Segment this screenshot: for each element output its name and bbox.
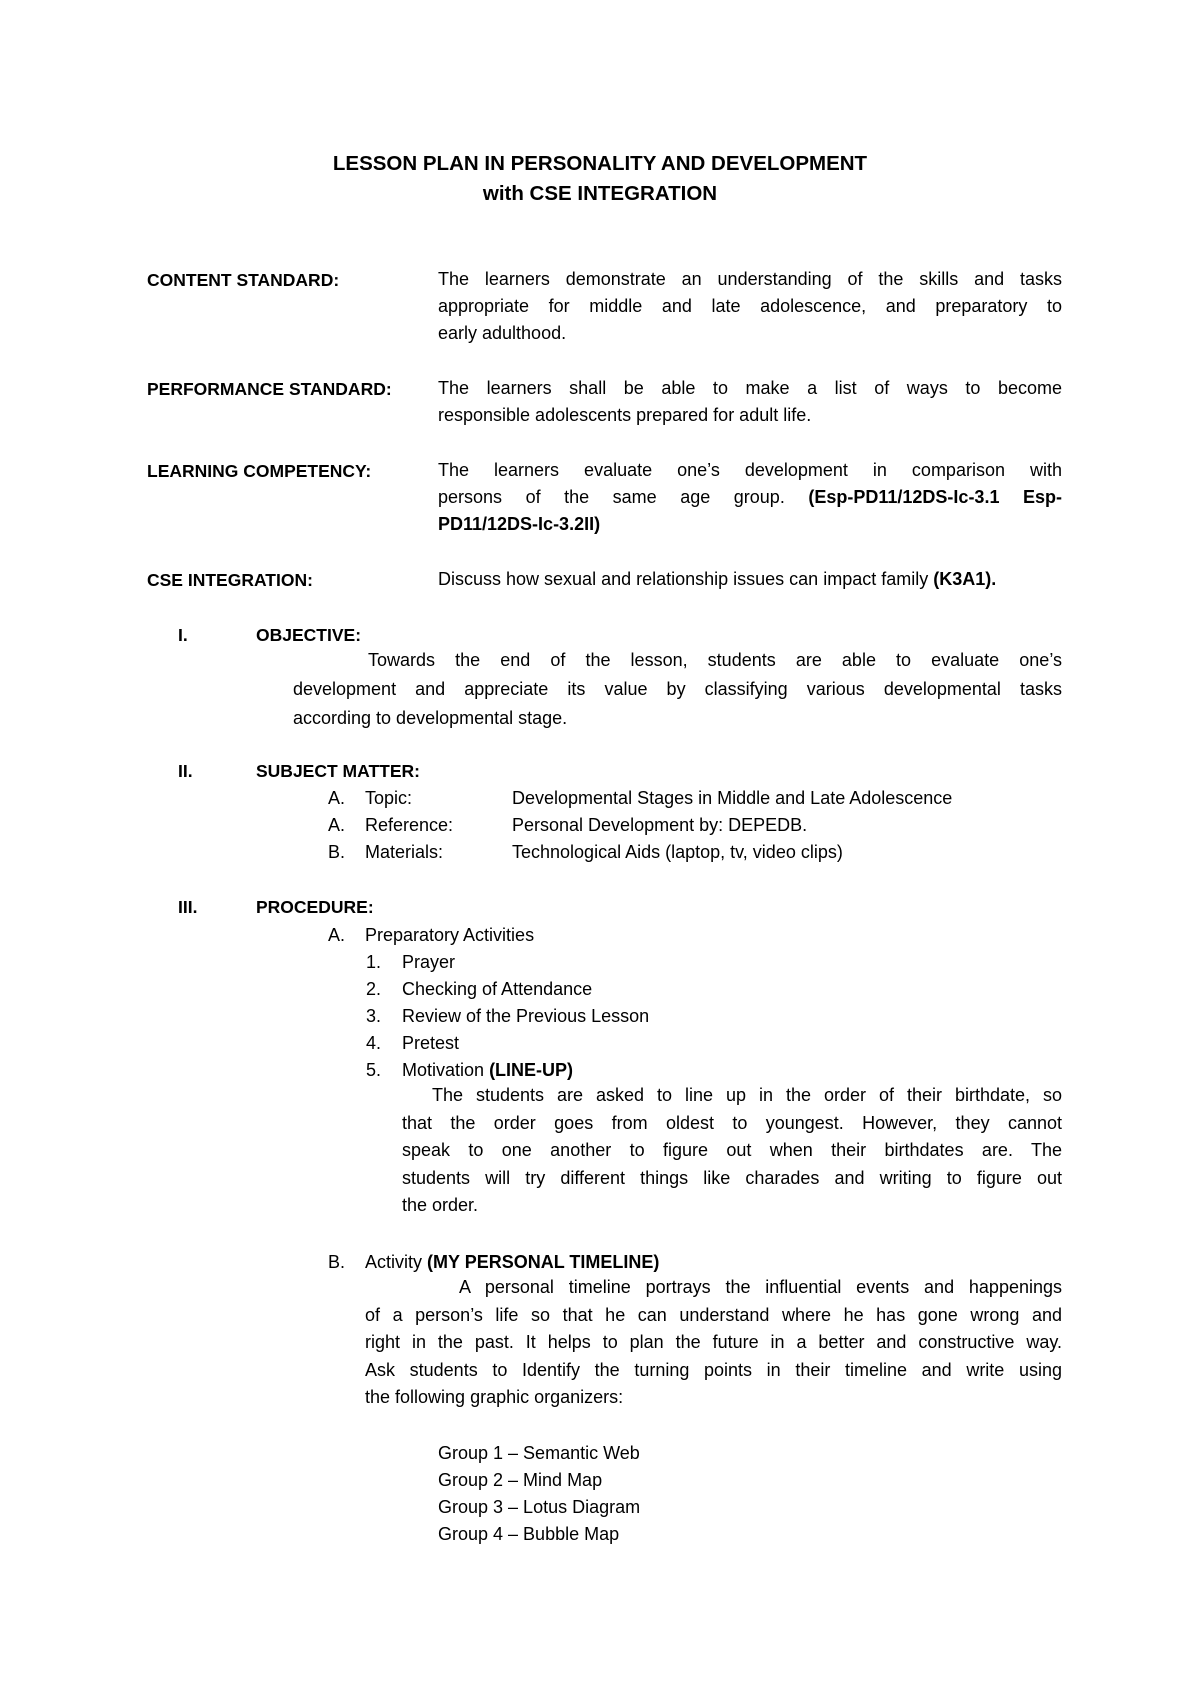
learning-competency-label: LEARNING COMPETENCY: — [147, 461, 372, 481]
document-subtitle: with CSE INTEGRATION — [482, 182, 718, 205]
text-line: Towards the end of the lesson, students are able to evaluate one’s — [368, 650, 1062, 670]
text-line: Ask students to Identify the turning points in their timeline and write using — [365, 1359, 1062, 1380]
item-label: Topic: — [365, 788, 413, 808]
item-label: Checking of Attendance — [402, 979, 593, 999]
text-line: the following graphic organizers: — [365, 1387, 624, 1407]
objective-text — [293, 646, 1062, 733]
procedure-heading: PROCEDURE: — [256, 897, 374, 917]
performance-standard-text — [438, 375, 1062, 429]
item-label: Review of the Previous Lesson — [402, 1006, 650, 1026]
group-item: Group 3 – Lotus Diagram — [438, 1497, 641, 1517]
activity-paragraph — [365, 1274, 1062, 1412]
competency-code-cont: PD11/12DS-Ic-3.2II) — [438, 514, 601, 534]
performance-standard-label: PERFORMANCE STANDARD: — [147, 379, 392, 399]
item-value: Personal Development by: DEPEDB. — [512, 815, 808, 835]
objective-heading: OBJECTIVE: — [256, 625, 362, 645]
text-line: that the order goes from oldest to youngest. However, they cannot — [402, 1112, 1062, 1133]
text-line: The learners shall be able to make a list of ways to become — [438, 378, 1062, 398]
item-number: 4. — [366, 1033, 382, 1053]
text-line: responsible adolescents prepared for adult life. — [438, 405, 812, 425]
motivation-tag: (LINE-UP) — [489, 1060, 574, 1080]
text-line: The students are asked to line up in the order of their birthdate, so — [432, 1085, 1062, 1105]
text-line — [438, 511, 1062, 538]
text-line: early adulthood. — [438, 323, 567, 343]
item-number: 1. — [366, 952, 382, 972]
document-title: LESSON PLAN IN PERSONALITY AND DEVELOPMENT — [332, 152, 868, 175]
item-letter: A. — [328, 788, 346, 808]
text-line — [438, 566, 1062, 593]
item-label: Prayer — [402, 952, 456, 972]
cse-text: Discuss how sexual and relationship issues can impact family — [438, 569, 929, 589]
item-label — [402, 1060, 573, 1081]
text-line: A personal timeline portrays the influential events and happenings — [459, 1277, 1062, 1297]
motivation-label: Motivation — [402, 1060, 485, 1080]
item-letter: B. — [328, 842, 346, 862]
content-standard-text — [438, 266, 1062, 347]
text-line: appropriate for middle and late adolescence, and preparatory to — [438, 296, 1062, 316]
text-line: development and appreciate its value by classifying various developmental tasks — [293, 679, 1062, 699]
item-value: Developmental Stages in Middle and Late Adolescence — [512, 788, 953, 808]
group-item: Group 1 – Semantic Web — [438, 1443, 640, 1463]
text-line: The learners evaluate one’s development in comparison with — [438, 460, 1062, 480]
learning-competency-text — [438, 457, 1062, 538]
item-number: 2. — [366, 979, 382, 999]
competency-code: (Esp-PD11/12DS-Ic-3.1 Esp- — [808, 487, 1062, 507]
group-item: Group 4 – Bubble Map — [438, 1524, 620, 1544]
text-line — [438, 484, 1062, 511]
text-line: according to developmental stage. — [293, 708, 568, 728]
cse-integration-label: CSE INTEGRATION: — [147, 570, 313, 590]
text-line: of a person’s life so that he can understand where he has gone wrong and — [365, 1304, 1062, 1325]
subsection-letter: B. — [328, 1252, 346, 1272]
item-number: 3. — [366, 1006, 382, 1026]
text-line: The learners demonstrate an understanding of the skills and tasks — [438, 269, 1062, 289]
section-number: II. — [178, 761, 193, 781]
subsection-letter: A. — [328, 925, 346, 945]
cse-code: (K3A1). — [933, 569, 997, 589]
text-line: speak to one another to figure out when their birthdates are. The — [402, 1140, 1062, 1160]
subsection-title — [365, 1252, 659, 1273]
text-line: the order. — [402, 1195, 479, 1215]
item-letter: A. — [328, 815, 346, 835]
item-label: Reference: — [365, 815, 454, 835]
activity-label: Activity — [365, 1252, 423, 1272]
section-number: III. — [178, 897, 198, 917]
subsection-title: Preparatory Activities — [365, 925, 535, 945]
text-line: students will try different things like charades and writing to figure out — [402, 1167, 1062, 1188]
competency-text: persons of the same age group. — [438, 487, 785, 507]
content-standard-label: CONTENT STANDARD: — [147, 270, 340, 290]
item-label: Pretest — [402, 1033, 460, 1053]
subject-matter-heading: SUBJECT MATTER: — [256, 761, 420, 781]
motivation-paragraph — [402, 1082, 1062, 1220]
group-item: Group 2 – Mind Map — [438, 1470, 603, 1490]
text-line: right in the past. It helps to plan the future in a better and constructive way. — [365, 1332, 1062, 1352]
item-number: 5. — [366, 1060, 382, 1080]
section-number: I. — [178, 625, 188, 645]
item-value: Technological Aids (laptop, tv, video clips) — [512, 842, 843, 862]
item-label: Materials: — [365, 842, 444, 862]
activity-tag: (MY PERSONAL TIMELINE) — [427, 1252, 660, 1272]
cse-integration-text — [438, 566, 1062, 593]
